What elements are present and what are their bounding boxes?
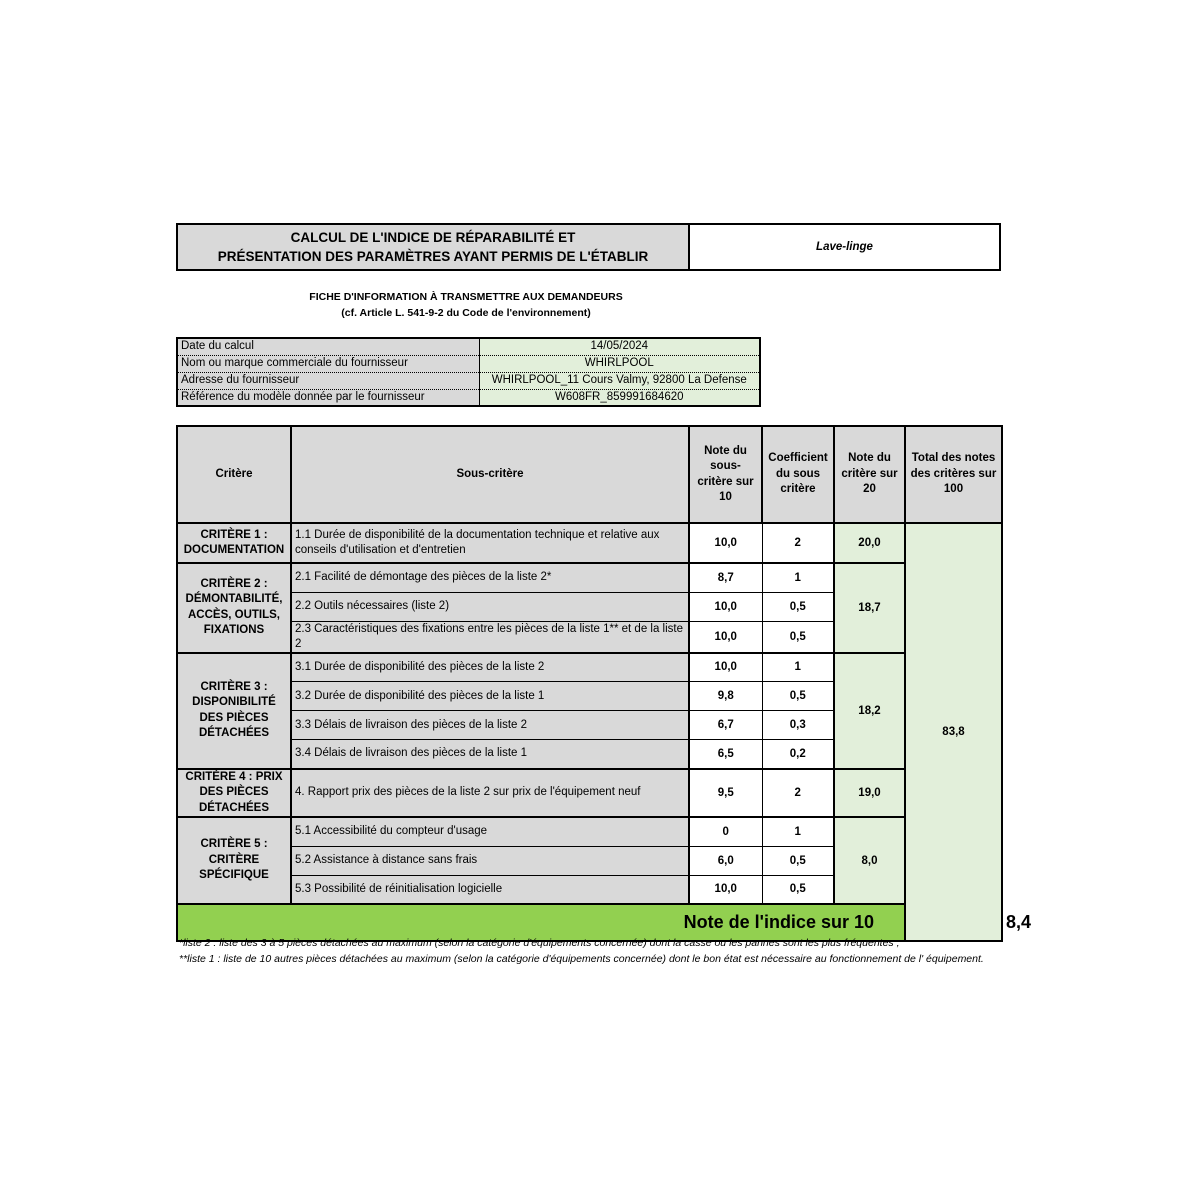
info-label: Adresse du fournisseur <box>177 372 479 389</box>
fiche-heading <box>176 289 756 321</box>
sub-criterion-label: 2.2 Outils nécessaires (liste 2) <box>291 592 689 621</box>
sub-criterion-note: 10,0 <box>689 592 762 621</box>
sub-criterion-note: 10,0 <box>689 621 762 653</box>
table-row <box>177 563 1002 592</box>
header <box>176 223 1001 271</box>
info-row <box>177 372 760 389</box>
sub-criterion-note: 6,0 <box>689 846 762 875</box>
criterion-1-name: CRITÈRE 1 : DOCUMENTATION <box>177 523 291 563</box>
sub-criterion-label: 5.1 Accessibilité du compteur d'usage <box>291 817 689 846</box>
criterion-2-name: CRITÈRE 2 : DÉMONTABILITÉ, ACCÈS, OUTILS, FIXATIONS <box>177 563 291 653</box>
info-value: WHIRLPOOL <box>479 355 760 372</box>
info-label: Nom ou marque commerciale du fournisseur <box>177 355 479 372</box>
criterion-4-note: 19,0 <box>834 769 905 818</box>
criterion-3-name: CRITÈRE 3 : DISPONIBILITÉ DES PIÈCES DÉTACHÉES <box>177 653 291 769</box>
sub-criterion-label: 4. Rapport prix des pièces de la liste 2 sur prix de l'équipement neuf <box>291 769 689 818</box>
title-line-2: PRÉSENTATION DES PARAMÈTRES AYANT PERMIS DE L'ÉTABLIR <box>217 249 649 264</box>
sub-criterion-coef: 0,5 <box>762 846 834 875</box>
table-row <box>177 523 1002 563</box>
criterion-2-note: 18,7 <box>834 563 905 653</box>
sub-criterion-note: 0 <box>689 817 762 846</box>
sub-criterion-label: 2.3 Caractéristiques des fixations entre les pièces de la liste 1** et de la liste 2 <box>291 621 689 653</box>
sub-criterion-note: 9,8 <box>689 682 762 711</box>
sub-criterion-coef: 0,5 <box>762 682 834 711</box>
product-type: Lave-linge <box>816 241 873 253</box>
sub-criterion-note: 6,5 <box>689 740 762 769</box>
info-row <box>177 389 760 406</box>
footnote-liste-2: *liste 2 : liste des 3 à 5 pièces détachées au maximum (selon la catégorie d'équipements concernée) dont la casse ou les pannes sont les plus fréquentes ; <box>179 937 900 949</box>
header-sous-critere: Sous-critère <box>291 426 689 523</box>
sub-criterion-label: 2.1 Facilité de démontage des pièces de la liste 2* <box>291 563 689 592</box>
sub-criterion-coef: 1 <box>762 817 834 846</box>
fiche-line-1: FICHE D'INFORMATION À TRANSMETTRE AUX DEMANDEURS <box>309 291 623 303</box>
sub-criterion-coef: 2 <box>762 769 834 818</box>
criterion-3-note: 18,2 <box>834 653 905 769</box>
sub-criterion-coef: 0,2 <box>762 740 834 769</box>
info-value: 14/05/2024 <box>479 338 760 355</box>
fiche-line-2: (cf. Article L. 541-9-2 du Code de l'environnement) <box>341 307 591 319</box>
table-row <box>177 653 1002 682</box>
table-header-row <box>177 426 1002 523</box>
footnotes <box>179 936 999 967</box>
sub-criterion-note: 10,0 <box>689 523 762 563</box>
info-label: Date du calcul <box>177 338 479 355</box>
header-total: Total des notes des critères sur 100 <box>905 426 1002 523</box>
sub-criterion-coef: 1 <box>762 653 834 682</box>
sub-criterion-label: 3.1 Durée de disponibilité des pièces de la liste 2 <box>291 653 689 682</box>
info-table <box>176 337 761 407</box>
sub-criterion-label: 3.2 Durée de disponibilité des pièces de la liste 1 <box>291 682 689 711</box>
header-note-sous-critere: Note du sous-critère sur 10 <box>689 426 762 523</box>
final-score-row: Note de l'indice sur 10 8,4 <box>177 904 1002 941</box>
criterion-1-note: 20,0 <box>834 523 905 563</box>
header-critere: Critère <box>177 426 291 523</box>
footnote-liste-1: **liste 1 : liste de 10 autres pièces détachées au maximum (selon la catégorie d'équipements concernée) dont le bon état est nécessaire au fonctionnement de l' équipement. <box>179 952 984 965</box>
info-value: W608FR_859991684620 <box>479 389 760 406</box>
criterion-4-name: CRITÈRE 4 : PRIX DES PIÈCES DÉTACHÉES <box>177 769 291 818</box>
sub-criterion-note: 10,0 <box>689 653 762 682</box>
criterion-5-note: 8,0 <box>834 817 905 904</box>
sub-criterion-coef: 1 <box>762 563 834 592</box>
page-title <box>178 225 690 269</box>
info-row <box>177 338 760 355</box>
sub-criterion-label: 5.2 Assistance à distance sans frais <box>291 846 689 875</box>
info-label: Référence du modèle donnée par le fournisseur <box>177 389 479 406</box>
sub-criterion-note: 10,0 <box>689 875 762 904</box>
table-row <box>177 817 1002 846</box>
sub-criterion-label: 3.3 Délais de livraison des pièces de la liste 2 <box>291 711 689 740</box>
sub-criterion-label: 3.4 Délais de livraison des pièces de la liste 1 <box>291 740 689 769</box>
sub-criterion-label: 1.1 Durée de disponibilité de la documentation technique et relative aux conseils d'utilisation et d'entretien <box>291 523 689 563</box>
sub-criterion-coef: 0,5 <box>762 621 834 653</box>
score-table <box>176 425 1032 942</box>
header-coefficient: Coefficient du sous critère <box>762 426 834 523</box>
info-row <box>177 355 760 372</box>
info-value: WHIRLPOOL_11 Cours Valmy, 92800 La Defense <box>479 372 760 389</box>
table-row <box>177 769 1002 818</box>
sub-criterion-coef: 0,5 <box>762 875 834 904</box>
sub-criterion-coef: 2 <box>762 523 834 563</box>
sub-criterion-coef: 0,3 <box>762 711 834 740</box>
criterion-5-name: CRITÈRE 5 : CRITÈRE SPÉCIFIQUE <box>177 817 291 904</box>
sub-criterion-label: 5.3 Possibilité de réinitialisation logicielle <box>291 875 689 904</box>
total-score: 83,8 <box>905 523 1002 941</box>
final-score-label: Note de l'indice sur 10 <box>177 904 905 941</box>
header-note-critere: Note du critère sur 20 <box>834 426 905 523</box>
sub-criterion-coef: 0,5 <box>762 592 834 621</box>
sub-criterion-note: 6,7 <box>689 711 762 740</box>
sub-criterion-note: 9,5 <box>689 769 762 818</box>
title-line-1: CALCUL DE L'INDICE DE RÉPARABILITÉ ET <box>290 230 576 245</box>
sub-criterion-note: 8,7 <box>689 563 762 592</box>
